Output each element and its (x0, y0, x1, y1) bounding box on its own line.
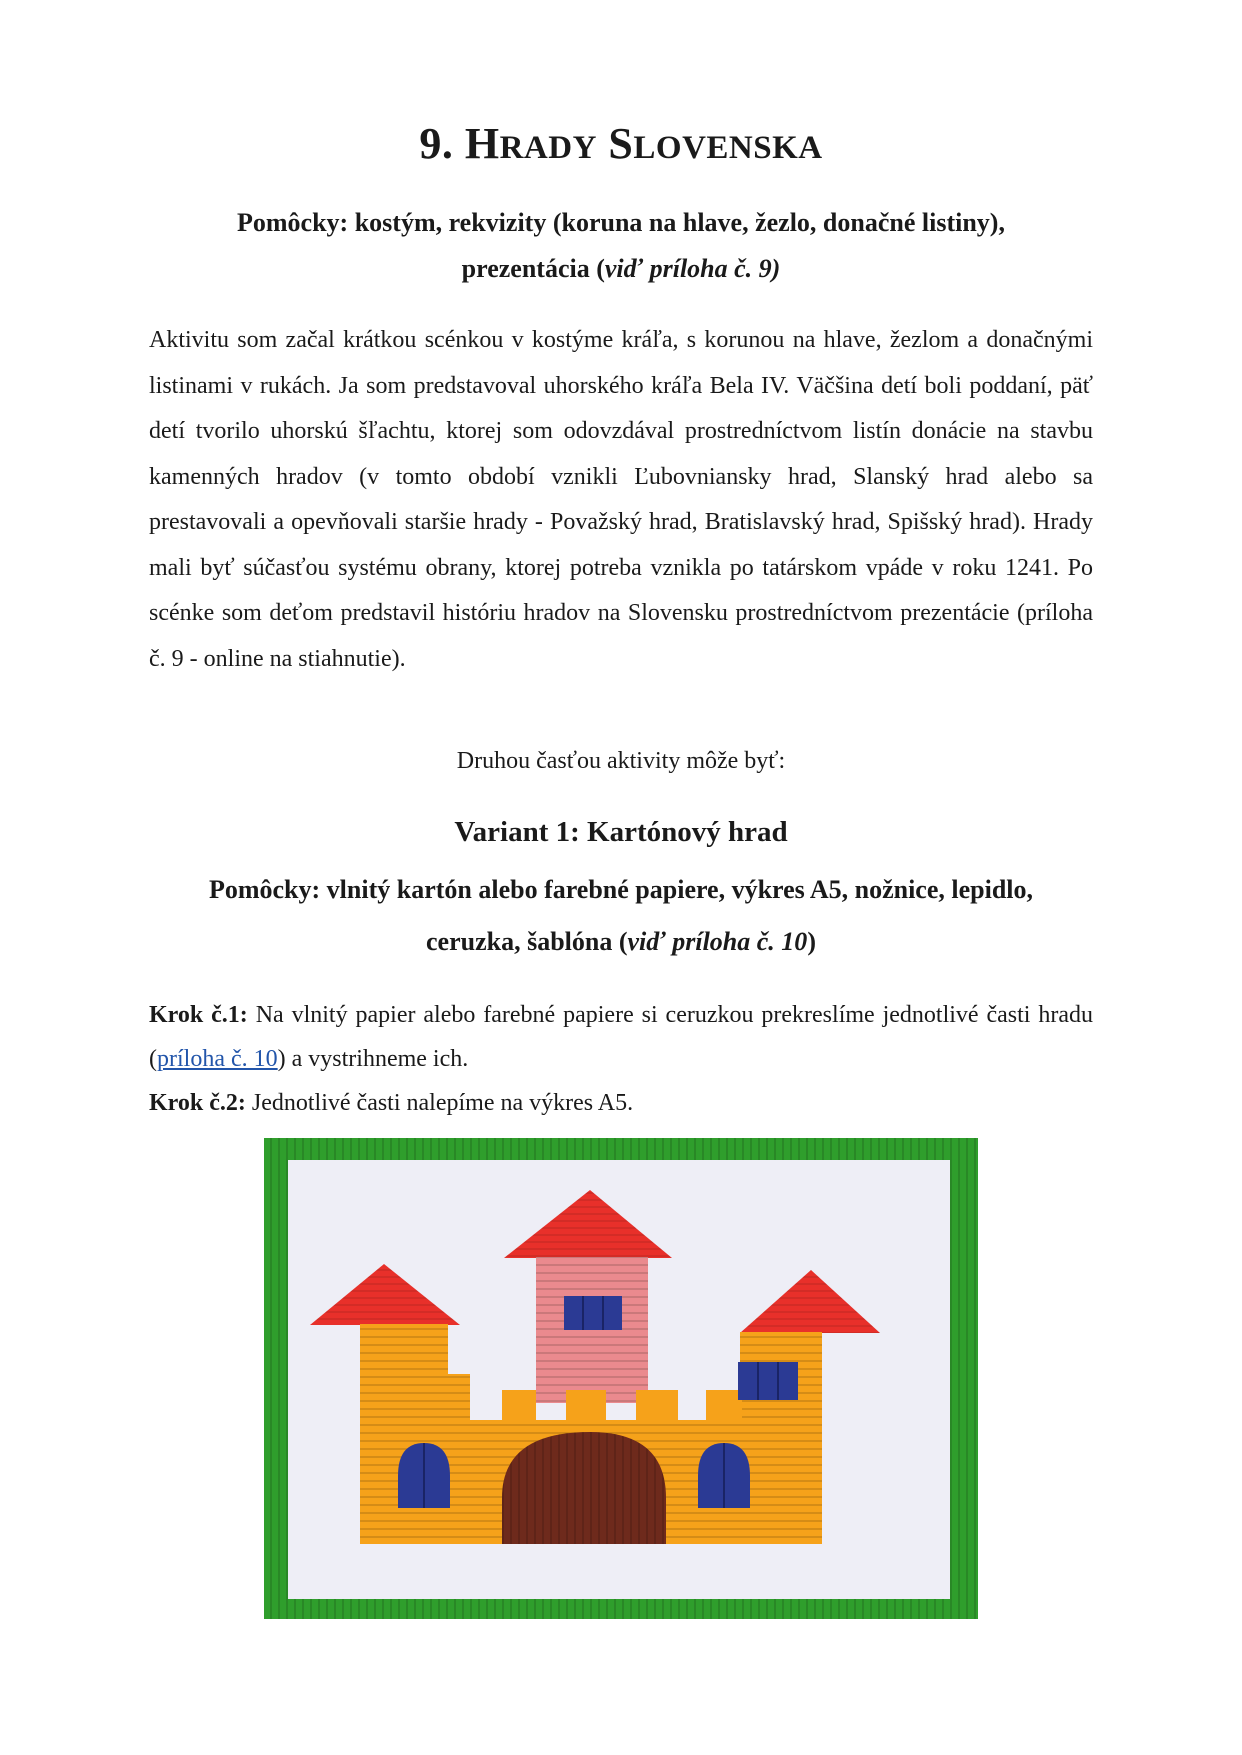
battlement-1 (502, 1390, 536, 1420)
tools2-line2-italic: viď príloha č. 10 (627, 927, 808, 956)
battlement-2 (566, 1390, 606, 1420)
tools2-line2-lead: ceruzka, šablóna ( (426, 927, 628, 956)
battlement-3 (636, 1390, 678, 1420)
title-word2-initial: S (608, 119, 634, 168)
tools-line2 (120, 246, 1122, 292)
step-1-text-a: Na vlnitý papier alebo farebné papiere si ceruzkou prekreslíme jednotlivé časti hradu ( (149, 1002, 1093, 1072)
right-window (738, 1362, 798, 1400)
intro-paragraph: Aktivitu som začal krátkou scénkou v kostýme kráľa, s korunou na hlave, žezlom a donačnými listinami v rukách. Ja som predstavoval uhorského kráľa Bela IV. Väčšina detí boli poddaní, päť detí tvorilo uhorskú šľachtu, ktorej som odovzdával prostredníctvom listín donácie na stavbu kamenných hradov (v tomto období vznikli Ľubovniansky hrad, Slanský hrad alebo sa prestavovali a opevňovali staršie hrady - Považský hrad, Bratislavský hrad, Spišský hrad). Hrady mali byť súčasťou systému obrany, ktorej potreba vznikla po tatárskom vpáde v roku 1241. Po scénke som deťom predstavil históriu hradov na Slovensku prostredníctvom prezentácie (príloha č. 9 - online na stiahnutie). (149, 327, 1093, 672)
tools2-line2 (120, 916, 1122, 968)
castle-photo (264, 1138, 978, 1619)
title-word1-rest: RADY (499, 130, 597, 166)
tools-heading-2 (120, 864, 1122, 968)
tools-line2-lead: prezentácia ( (461, 254, 605, 283)
center-window (564, 1296, 622, 1330)
step-2 (149, 1081, 1093, 1125)
step-1 (149, 993, 1093, 1081)
step-2-text: Jednotlivé časti nalepíme na výkres A5. (245, 1090, 634, 1116)
tools2-line2-tail: ) (807, 927, 816, 956)
variant-heading: Variant 1: Kartónový hrad (454, 816, 788, 848)
steps-block (149, 993, 1093, 1125)
title-word1-initial: H (464, 119, 500, 168)
tools-line1: Pomôcky: kostým, rekvizity (koruna na hlave, žezlo, donačné listiny), (237, 208, 1005, 237)
battlement-4 (706, 1390, 742, 1420)
page-title (0, 118, 1242, 169)
tools-line2-italic: viď príloha č. 9) (604, 254, 781, 283)
step-1-label: Krok č.1: (149, 1002, 248, 1028)
castle-door-texture (502, 1432, 666, 1544)
tools2-line1: Pomôcky: vlnitý kartón alebo farebné papiere, výkres A5, nožnice, lepidlo, (208, 875, 1034, 904)
attachment-link[interactable]: príloha č. 10 (157, 1046, 278, 1072)
second-part-text: Druhou časťou aktivity môže byť: (456, 748, 786, 774)
step-2-label: Krok č.2: (149, 1090, 246, 1116)
tools-heading (120, 200, 1122, 292)
title-number: 9. (419, 119, 454, 168)
title-word2-rest: LOVENSKA (633, 130, 823, 166)
step-1-text-b: ) a vystrihneme ich. (277, 1046, 469, 1072)
